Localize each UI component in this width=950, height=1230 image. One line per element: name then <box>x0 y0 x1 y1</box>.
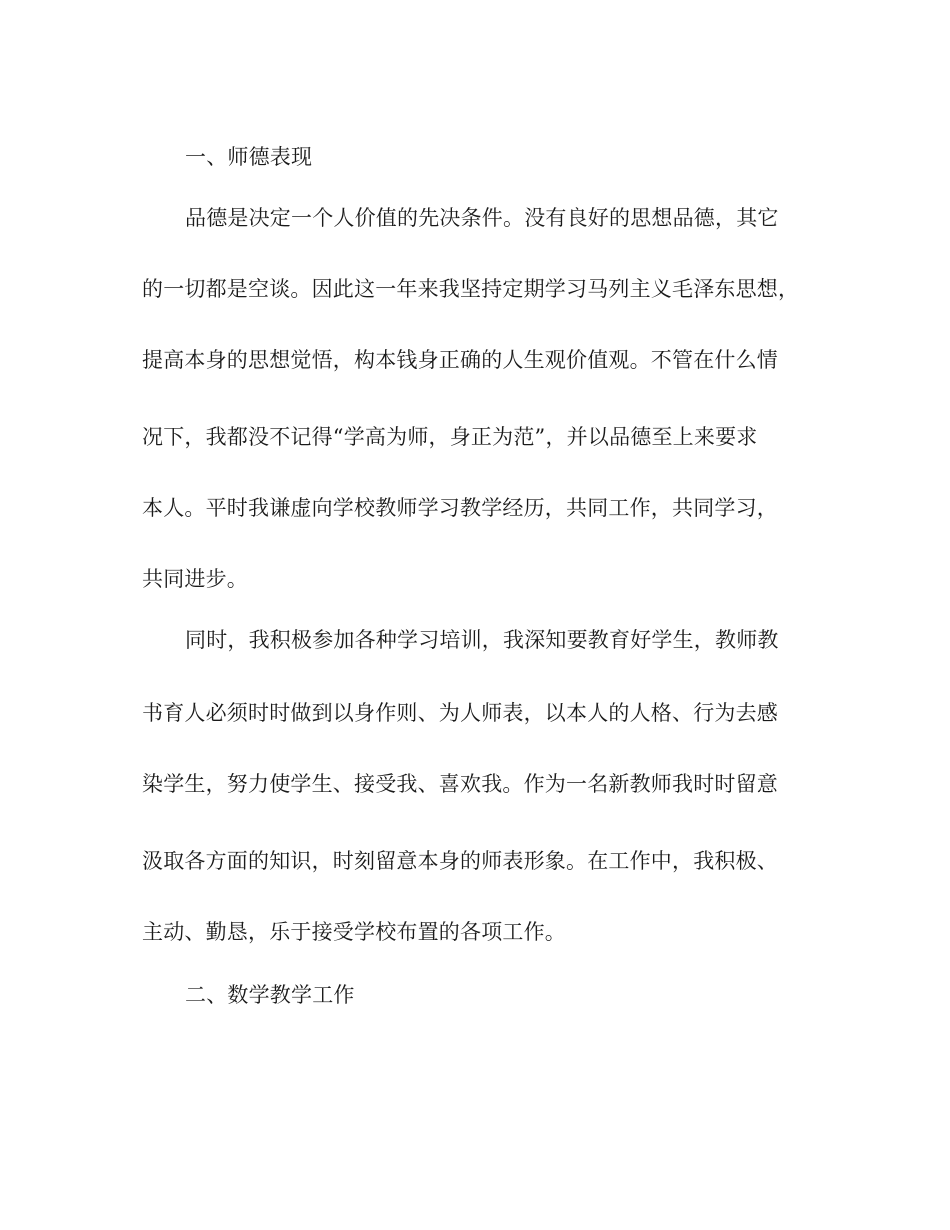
paragraph-line: 的一切都是空谈。因此这一年来我坚持定期学习马列主义毛泽东思想， <box>142 277 800 301</box>
heading-section-1: 一、师德表现 <box>185 145 313 169</box>
paragraph-line: 品德是决定一个人价值的先决条件。没有良好的思想品德，其它 <box>185 206 779 230</box>
paragraph-line: 同时，我积极参加各种学习培训，我深知要教育好学生，教师教 <box>185 628 779 652</box>
paragraph-line: 汲取各方面的知识，时刻留意本身的师表形象。在工作中，我积极、 <box>142 849 778 873</box>
paragraph-line: 本人。平时我谦虚向学校教师学习教学经历，共同工作，共同学习， <box>142 496 778 520</box>
paragraph-line: 况下，我都没不记得“学高为师，身正为范”，并以品德至上来要求 <box>142 425 758 449</box>
heading-section-2: 二、数学教学工作 <box>185 983 355 1007</box>
paragraph-line: 书育人必须时时做到以身作则、为人师表，以本人的人格、行为去感 <box>142 701 778 725</box>
paragraph-line: 染学生，努力使学生、接受我、喜欢我。作为一名新教师我时时留意 <box>142 772 778 796</box>
paragraph-line: 共同进步。 <box>142 567 248 591</box>
paragraph-line: 主动、勤恳，乐于接受学校布置的各项工作。 <box>142 920 566 944</box>
paragraph-line: 提高本身的思想觉悟，构本钱身正确的人生观价值观。不管在什么情 <box>142 348 778 372</box>
